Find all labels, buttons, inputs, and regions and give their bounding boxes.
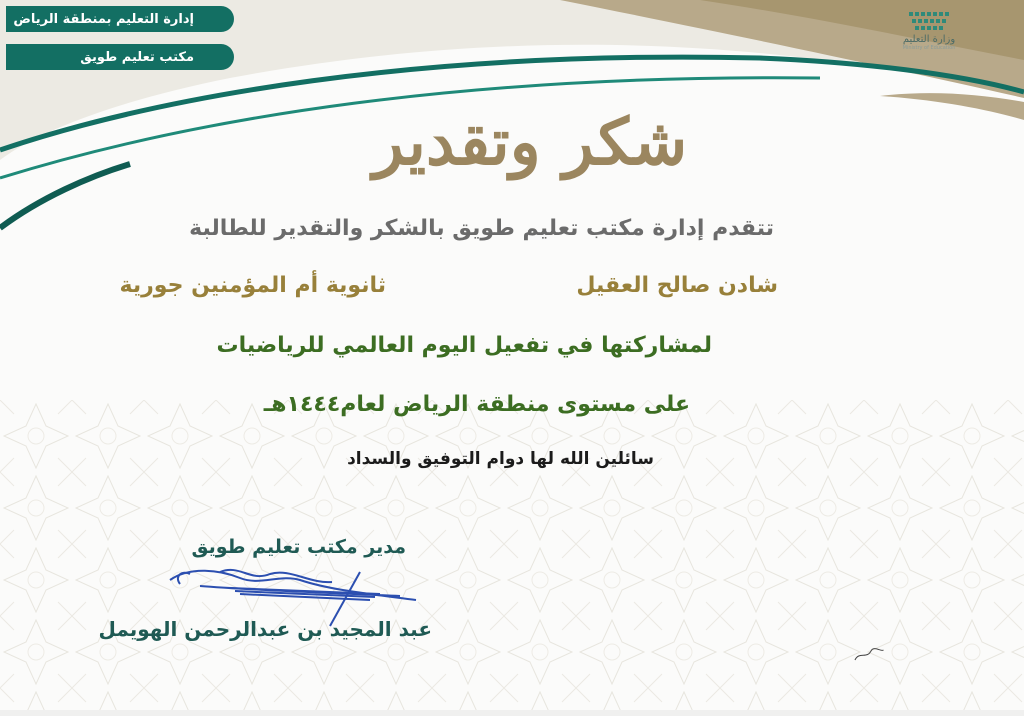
school-name: ثانوية أم المؤمنين جورية <box>119 273 386 298</box>
participation-level: على مستوى منطقة الرياض لعام١٤٤٤هـ <box>263 392 690 417</box>
department-badge <box>6 6 234 32</box>
ministry-of-education-logo-icon <box>907 10 951 32</box>
participation-reason: لمشاركتها في تفعيل اليوم العالمي للرياضيات <box>216 333 712 358</box>
signatory-role: مدير مكتب تعليم طويق <box>191 536 406 558</box>
student-name: شادن صالح العقيل <box>576 273 778 298</box>
office-badge-label: مكتب تعليم طويق <box>80 49 194 65</box>
logo-name: وزارة التعليم <box>902 34 956 45</box>
ministry-logo <box>874 10 984 70</box>
closing-wish: سائلين الله لها دوام التوفيق والسداد <box>347 449 654 469</box>
department-badge-label: إدارة التعليم بمنطقة الرياض <box>13 11 194 27</box>
geometric-pattern-background <box>0 400 1024 716</box>
office-badge <box>6 44 234 70</box>
intro-text: تتقدم إدارة مكتب تعليم طويق بالشكر والتقدير للطالبة <box>189 216 774 241</box>
logo-subtitle: Ministry of Education <box>902 45 956 51</box>
signatory-name: عبد المجيد بن عبدالرحمن الهويمل <box>98 617 432 641</box>
bottom-edge <box>0 710 1024 716</box>
certificate-title: شكر وتقدير <box>372 105 688 180</box>
